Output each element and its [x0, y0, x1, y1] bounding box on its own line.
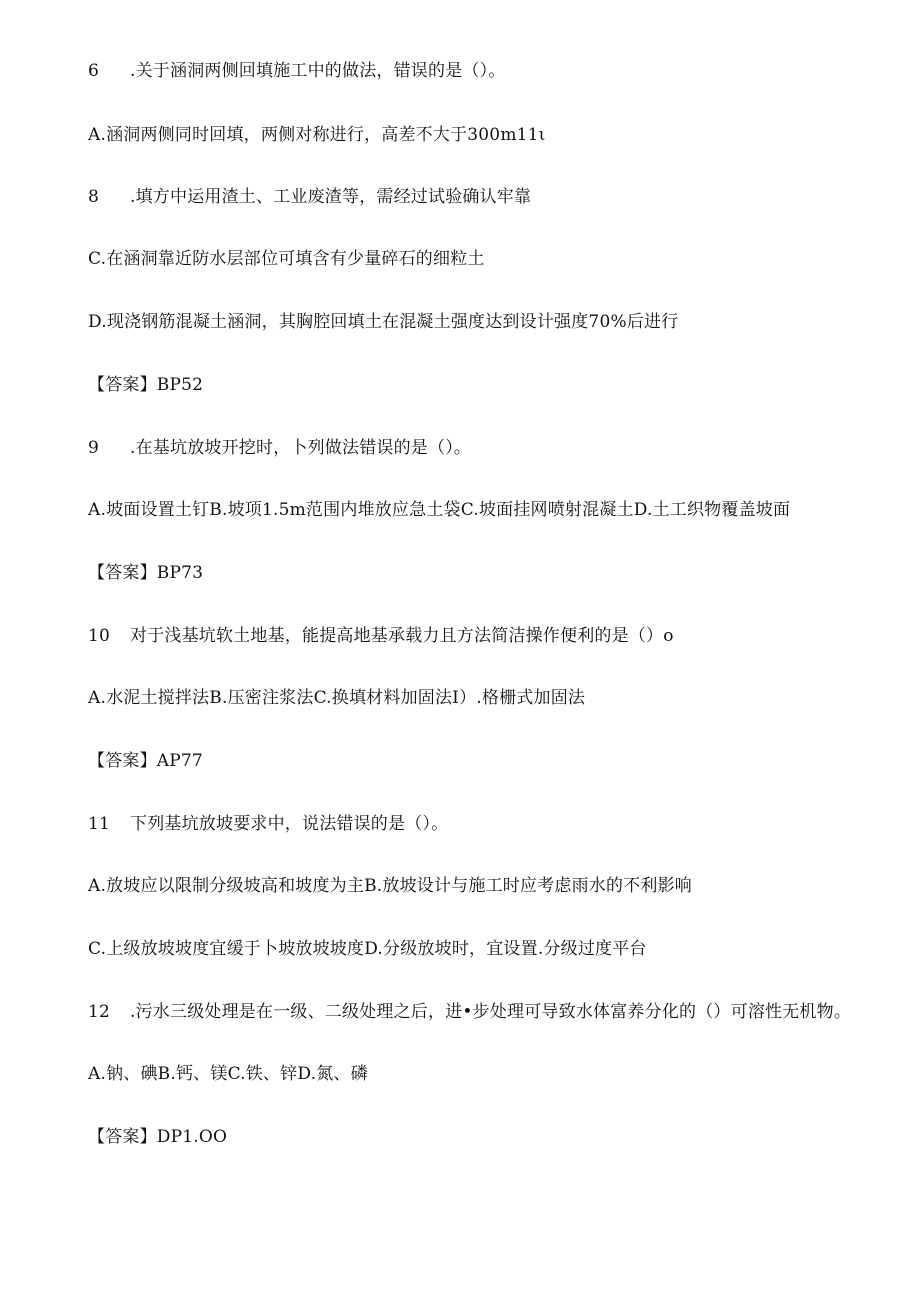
question-10 [88, 625, 674, 647]
question-8 [88, 186, 531, 208]
question-12 [88, 1001, 851, 1023]
option-line [88, 1063, 368, 1085]
answer-text: 【答案】BP73 [88, 563, 204, 583]
answer-text: 【答案】AP77 [88, 751, 203, 771]
option-text: C.上级放坡坡度宜缓于卜坡放坡坡度D.分级放坡时，宜设置.分级过度平台 [88, 939, 647, 959]
option-text: D.现浇钢筋混凝土涵洞，其胸腔回填土在混凝土强度达到设计强度70%后进行 [88, 312, 679, 332]
option-text: C.在涵洞靠近防水层部位可填含有少量碎石的细粒土 [88, 249, 485, 269]
option-text: A.坡面设置土钉B.坡项1.5m范围内堆放应急土袋C.坡面挂网喷射混凝土D.土工织物覆盖坡面 [88, 500, 791, 520]
option-text: A.水泥土搅拌法B.压密注浆法C.换填材料加固法I）.格栅式加固法 [88, 688, 586, 708]
option-line [88, 938, 647, 960]
answer-line [88, 1126, 227, 1148]
question-6 [88, 60, 506, 82]
option-line [88, 687, 585, 709]
option-text: A.钠、碘B.钙、镁C.铁、锌D.氮、磷 [88, 1064, 368, 1084]
option-line [88, 124, 546, 146]
answer-line [88, 750, 203, 772]
option-text: A.涵洞两侧同时回填，两侧对称进行，高差不大于300m11ι [88, 125, 546, 145]
option-line [88, 875, 692, 897]
question-number: 12 [88, 1002, 111, 1022]
answer-text: 【答案】DP1.OO [88, 1127, 228, 1147]
question-number: 9 [88, 438, 100, 458]
question-text: .在基坑放坡开挖时，卜列做法错误的是（）。 [130, 438, 472, 458]
question-text: .关于涵洞两侧回填施工中的做法，错误的是（）。 [130, 61, 506, 81]
option-line [88, 248, 485, 270]
question-text: 下列基坑放坡要求中，说法错误的是（）。 [130, 814, 449, 834]
answer-text: 【答案】BP52 [88, 375, 204, 395]
answer-line [88, 374, 203, 396]
answer-line [88, 562, 203, 584]
question-text: 对于浅基坑软土地基，能提高地基承载力且方法简洁操作便利的是（）o [130, 626, 674, 646]
option-line [88, 311, 678, 333]
option-text: A.放坡应以限制分级坡高和坡度为主B.放坡设计与施工时应考虑雨水的不利影响 [88, 876, 692, 896]
question-11 [88, 813, 448, 835]
question-9 [88, 437, 471, 459]
question-number: 11 [88, 814, 111, 834]
question-number: 10 [88, 626, 111, 646]
question-number: 8 [88, 187, 100, 207]
option-line [88, 499, 790, 521]
question-text: .填方中运用渣土、工业废渣等，需经过试验确认牢靠 [130, 187, 532, 207]
question-text: .污水三级处理是在一级、二级处理之后，进•步处理可导致水体富养分化的（）可溶性无机物。 [130, 1002, 852, 1022]
question-number: 6 [88, 61, 100, 81]
